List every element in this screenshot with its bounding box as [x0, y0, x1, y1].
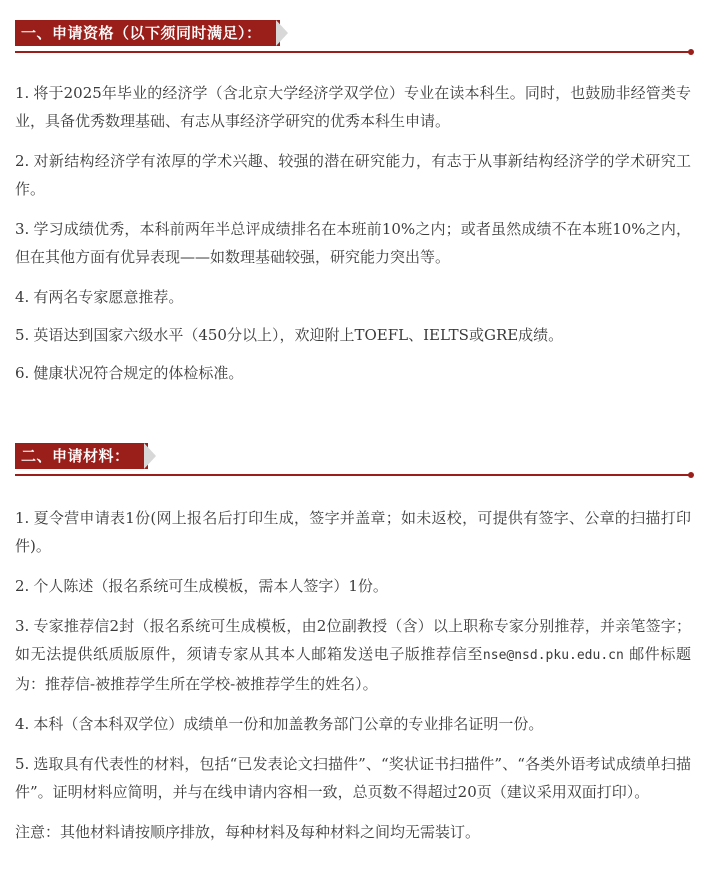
item-number: 2. [15, 152, 30, 170]
note: 注意：其他材料请按顺序排放，每种材料及每种材料之间均无需装订。 [15, 823, 481, 841]
section-materials [0, 443, 709, 477]
email-link[interactable]: nse@nsd.pku.edu.cn [482, 648, 624, 663]
item-number: 6. [15, 364, 30, 382]
item-text: 健康状况符合规定的体检标准。 [33, 364, 244, 382]
item-number: 3. [15, 617, 30, 635]
item-text: 个人陈述（报名系统可生成模板，需本人签字）1份。 [33, 577, 388, 595]
item-number: 5. [15, 326, 30, 344]
list-item [15, 215, 691, 271]
item-number: 2. [15, 577, 30, 595]
item-text: 将于2025年毕业的经济学（含北京大学经济学双学位）专业在读本科生。同时，也鼓励非经管类专业，具备优秀数理基础、有志从事经济学研究的优秀本科生申请。 [15, 84, 691, 130]
item-text: 专家推荐信2封（报名系统可生成模板，由2位副教授（含）以上职称专家分别推荐，并亲笔签字；如无法提供纸质版原件，须请专家从其本人邮箱发送电子版推荐信至 [15, 617, 691, 663]
item-text-after: 邮件标题为：推荐信-被推荐学生所在学校-被推荐学生的姓名）。 [15, 645, 691, 693]
list-item [15, 321, 691, 349]
item-number: 3. [15, 220, 30, 238]
section-eligibility [0, 20, 709, 54]
materials-list [0, 504, 709, 846]
list-item [15, 612, 691, 698]
item-number: 5. [15, 755, 30, 773]
item-text: 英语达到国家六级水平（450分以上），欢迎附上TOEFL、IELTS或GRE成绩。 [33, 326, 564, 344]
list-item [15, 504, 691, 560]
divider-dot [688, 472, 694, 478]
list-item [15, 572, 691, 600]
item-number: 4. [15, 715, 30, 733]
eligibility-list [0, 79, 709, 387]
item-number: 4. [15, 288, 30, 306]
section-header [0, 20, 709, 54]
item-text: 有两名专家愿意推荐。 [33, 288, 184, 306]
section-title: 一、申请资格（以下须同时满足）： [15, 20, 276, 46]
list-item [15, 750, 691, 806]
section-divider [15, 474, 692, 476]
list-item [15, 79, 691, 135]
list-item [15, 147, 691, 203]
item-text: 本科（含本科双学位）成绩单一份和加盖教务部门公章的专业排名证明一份。 [33, 715, 544, 733]
item-number: 1. [15, 509, 30, 527]
item-number: 1. [15, 84, 30, 102]
list-item [15, 359, 691, 387]
divider-dot [688, 49, 694, 55]
section-divider [15, 51, 692, 53]
item-text: 选取具有代表性的材料，包括“已发表论文扫描件”、“奖状证书扫描件”、“各类外语考试成绩单扫描件”。证明材料应简明，并与在线申请内容相一致，总页数不得超过20页（建议采用双面打印）。 [15, 755, 691, 801]
item-text: 对新结构经济学有浓厚的学术兴趣、较强的潜在研究能力，有志于从事新结构经济学的学术研究工作。 [15, 152, 691, 198]
list-item [15, 710, 691, 738]
item-text: 学习成绩优秀，本科前两年半总评成绩排名在本班前10%之内；或者虽然成绩不在本班10%之内，但在其他方面有优异表现——如数理基础较强，研究能力突出等。 [15, 220, 691, 266]
section-header [0, 443, 709, 477]
item-text: 夏令营申请表1份(网上报名后打印生成，签字并盖章；如未返校，可提供有签字、公章的扫描打印件)。 [15, 509, 691, 555]
section-title: 二、申请材料： [15, 443, 144, 469]
list-item [15, 283, 691, 311]
